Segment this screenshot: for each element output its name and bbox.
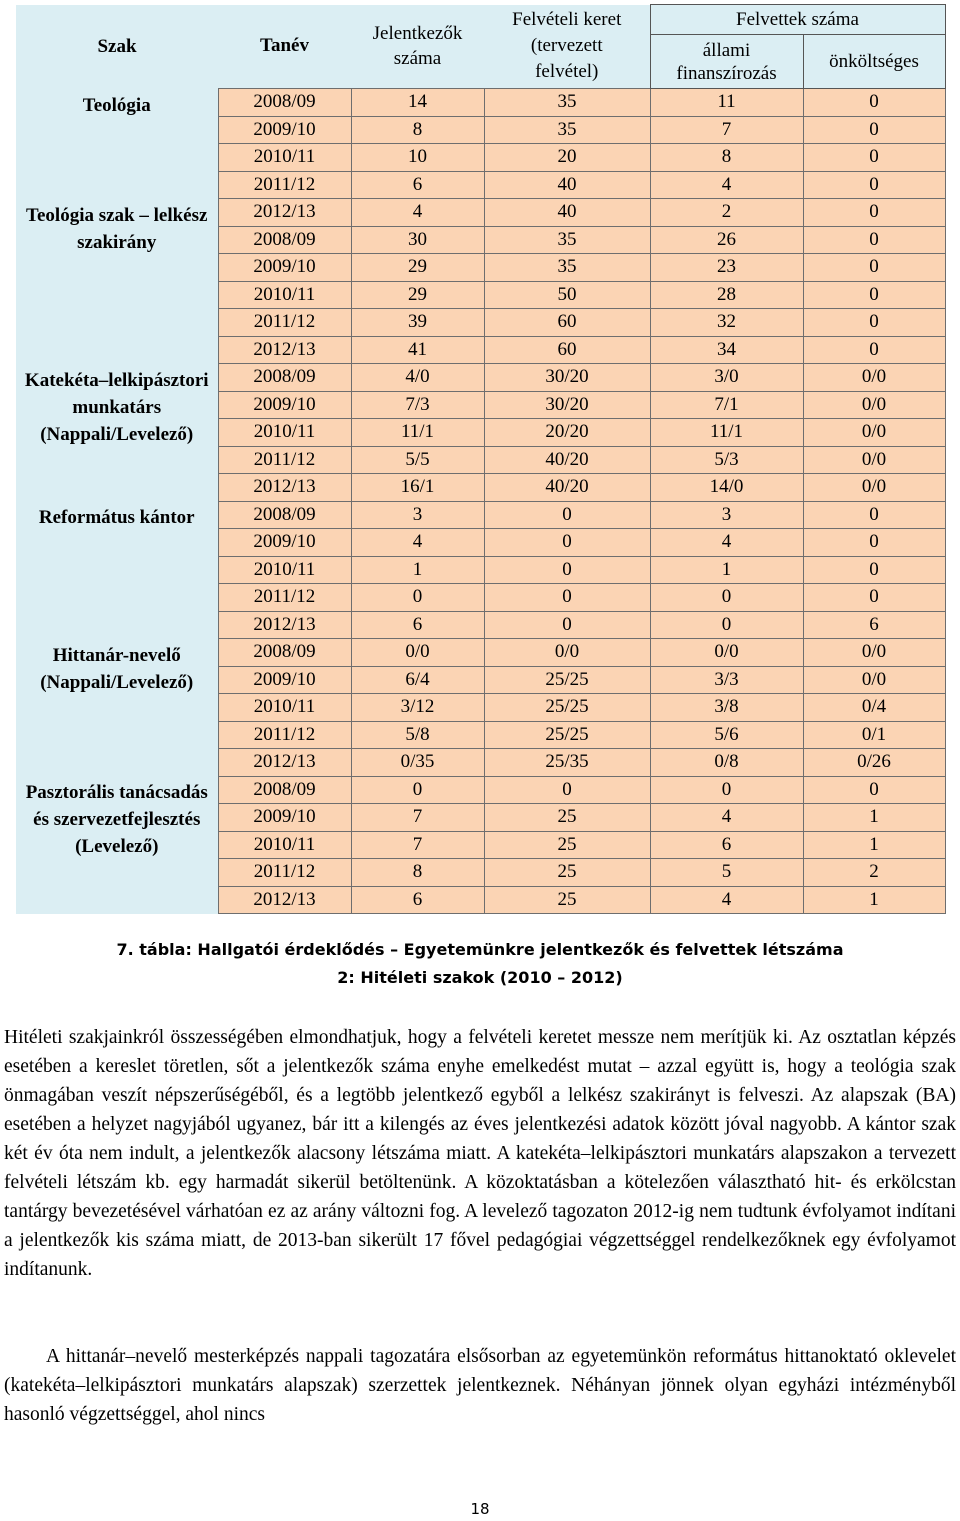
cell-onkoltseges: 0/0	[803, 391, 945, 419]
cell-onkoltseges: 0/0	[803, 419, 945, 447]
cell-onkoltseges: 1	[803, 831, 945, 859]
cell-onkoltseges: 0/0	[803, 639, 945, 667]
cell-tanev: 2011/12	[218, 171, 351, 199]
cell-jelentkezok: 0/35	[351, 749, 484, 777]
cell-keret: 35	[484, 254, 650, 282]
cell-keret: 0	[484, 584, 650, 612]
cell-keret: 25	[484, 804, 650, 832]
cell-jelentkezok: 6	[351, 171, 484, 199]
cell-jelentkezok: 7	[351, 831, 484, 859]
cell-keret: 0/0	[484, 639, 650, 667]
cell-onkoltseges: 0	[803, 501, 945, 529]
cell-onkoltseges: 1	[803, 886, 945, 914]
cell-onkoltseges: 0	[803, 584, 945, 612]
cell-jelentkezok: 3/12	[351, 694, 484, 722]
cell-tanev: 2011/12	[218, 584, 351, 612]
cell-tanev: 2008/09	[218, 226, 351, 254]
cell-jelentkezok: 29	[351, 281, 484, 309]
cell-tanev: 2008/09	[218, 776, 351, 804]
cell-jelentkezok: 39	[351, 309, 484, 337]
cell-jelentkezok: 0/0	[351, 639, 484, 667]
cell-onkoltseges: 0/26	[803, 749, 945, 777]
cell-jelentkezok: 1	[351, 556, 484, 584]
cell-allami: 28	[650, 281, 803, 309]
cell-keret: 0	[484, 529, 650, 557]
cell-onkoltseges: 0	[803, 144, 945, 172]
cell-jelentkezok: 6	[351, 886, 484, 914]
cell-jelentkezok: 41	[351, 336, 484, 364]
header-felvettek: Felvettek száma	[650, 5, 945, 35]
table-row	[16, 199, 945, 227]
cell-onkoltseges: 0	[803, 776, 945, 804]
cell-allami: 11	[650, 89, 803, 117]
cell-allami: 3/3	[650, 666, 803, 694]
cell-onkoltseges: 0	[803, 281, 945, 309]
cell-keret: 25/35	[484, 749, 650, 777]
cell-jelentkezok: 0	[351, 584, 484, 612]
cell-onkoltseges: 1	[803, 804, 945, 832]
cell-allami: 0	[650, 584, 803, 612]
cell-tanev: 2012/13	[218, 611, 351, 639]
cell-keret: 25	[484, 886, 650, 914]
cell-tanev: 2009/10	[218, 254, 351, 282]
cell-jelentkezok: 14	[351, 89, 484, 117]
cell-onkoltseges: 0	[803, 254, 945, 282]
cell-jelentkezok: 10	[351, 144, 484, 172]
cell-allami: 7	[650, 116, 803, 144]
cell-onkoltseges: 0/0	[803, 446, 945, 474]
cell-keret: 50	[484, 281, 650, 309]
cell-onkoltseges: 0	[803, 171, 945, 199]
cell-tanev: 2012/13	[218, 474, 351, 502]
cell-onkoltseges: 0	[803, 309, 945, 337]
cell-tanev: 2009/10	[218, 116, 351, 144]
cell-keret: 20	[484, 144, 650, 172]
table-row	[16, 89, 945, 117]
cell-onkoltseges: 0	[803, 199, 945, 227]
paragraph: A hittanár–nevelő mesterképzés nappali tagozatára elsősorban az egyetemünkön református hittanoktató oklevelet (katekéta–lelkipásztori munkatárs alapszak) szerzettek jelentkeznek. Néhányan jönnek olyan egyházi intézményből hasonló végzettséggel, ahol nincs	[4, 1346, 956, 1425]
cell-onkoltseges: 6	[803, 611, 945, 639]
cell-tanev: 2010/11	[218, 419, 351, 447]
header-onkoltseges: önköltséges	[803, 35, 945, 89]
cell-jelentkezok: 4/0	[351, 364, 484, 392]
cell-jelentkezok: 6/4	[351, 666, 484, 694]
cell-jelentkezok: 11/1	[351, 419, 484, 447]
cell-allami: 32	[650, 309, 803, 337]
cell-onkoltseges: 0	[803, 116, 945, 144]
cell-tanev: 2012/13	[218, 336, 351, 364]
cell-keret: 0	[484, 611, 650, 639]
cell-allami: 8	[650, 144, 803, 172]
cell-tanev: 2010/11	[218, 694, 351, 722]
cell-tanev: 2009/10	[218, 529, 351, 557]
paragraph: Hitéleti szakjainkról összességében elmondhatjuk, hogy a felvételi keretet messze nem merítjük ki. Az osztatlan képzés esetében a kereslet töretlen, sőt a jelentkezők száma enyhe emelkedést mutat – azzal együtt is, hogy a teológia szak önmagában veszít népszerűségéből, és a legtöbb jelentkező egyből a lelkész szakirányt is felveszi. Az alapszak (BA) esetében a helyzet nagyjából ugyanez, bár itt a kilengés az éves jelentkezési adatok között jóval nagyobb. A kántor szak két év óta nem indult, a jelentkezők alacsony létszáma miatt. A katekéta–lelkipásztori munkatárs alapszakon a tervezett felvételi létszám kb. egy harmadát sikerül betöltenünk. A közoktatásban a kötelezően választható hit- és erkölcstan tantárgy bevezetésével várhatóan ez az arány változni fog. A levelező tagozaton 2012-ig nem tudtunk évfolyamot indítani a jelentkezők kis száma miatt, de 2013-ban sikerült 17 fővel pedagógiai végzettséggel rendelkezőknek egy évfolyamot indítanunk.	[4, 1027, 956, 1280]
cell-jelentkezok: 16/1	[351, 474, 484, 502]
cell-keret: 25/25	[484, 666, 650, 694]
table-caption-line2: 2: Hitéleti szakok (2010 – 2012)	[337, 968, 623, 987]
cell-jelentkezok: 7	[351, 804, 484, 832]
cell-keret: 35	[484, 116, 650, 144]
header-tanev: Tanév	[218, 5, 351, 89]
cell-onkoltseges: 0/4	[803, 694, 945, 722]
cell-keret: 25/25	[484, 721, 650, 749]
cell-tanev: 2011/12	[218, 446, 351, 474]
cell-allami: 0	[650, 611, 803, 639]
cell-allami: 5/3	[650, 446, 803, 474]
cell-onkoltseges: 0	[803, 89, 945, 117]
cell-allami: 3/8	[650, 694, 803, 722]
cell-allami: 5/6	[650, 721, 803, 749]
cell-allami: 0/0	[650, 639, 803, 667]
cell-tanev: 2010/11	[218, 144, 351, 172]
cell-keret: 0	[484, 501, 650, 529]
cell-tanev: 2010/11	[218, 831, 351, 859]
cell-jelentkezok: 30	[351, 226, 484, 254]
cell-allami: 23	[650, 254, 803, 282]
cell-keret: 60	[484, 336, 650, 364]
cell-jelentkezok: 7/3	[351, 391, 484, 419]
cell-tanev: 2011/12	[218, 309, 351, 337]
cell-tanev: 2008/09	[218, 89, 351, 117]
cell-keret: 25	[484, 831, 650, 859]
cell-tanev: 2010/11	[218, 281, 351, 309]
cell-keret: 20/20	[484, 419, 650, 447]
cell-keret: 40	[484, 171, 650, 199]
table-row	[16, 776, 945, 804]
admissions-table	[16, 4, 946, 914]
cell-jelentkezok: 5/8	[351, 721, 484, 749]
cell-jelentkezok: 29	[351, 254, 484, 282]
cell-onkoltseges: 0/1	[803, 721, 945, 749]
cell-allami: 26	[650, 226, 803, 254]
cell-onkoltseges: 0	[803, 336, 945, 364]
cell-allami: 7/1	[650, 391, 803, 419]
cell-allami: 4	[650, 886, 803, 914]
cell-allami: 0	[650, 776, 803, 804]
cell-tanev: 2009/10	[218, 666, 351, 694]
program-label: Teológia	[16, 89, 218, 199]
cell-keret: 0	[484, 776, 650, 804]
cell-keret: 30/20	[484, 364, 650, 392]
header-szak: Szak	[16, 5, 218, 89]
cell-allami: 14/0	[650, 474, 803, 502]
cell-keret: 40	[484, 199, 650, 227]
cell-allami: 11/1	[650, 419, 803, 447]
cell-tanev: 2009/10	[218, 804, 351, 832]
cell-tanev: 2008/09	[218, 639, 351, 667]
header-allami: állami finanszírozás	[650, 35, 803, 89]
cell-tanev: 2008/09	[218, 364, 351, 392]
cell-tanev: 2010/11	[218, 556, 351, 584]
cell-allami: 1	[650, 556, 803, 584]
cell-allami: 34	[650, 336, 803, 364]
cell-keret: 25	[484, 859, 650, 887]
cell-tanev: 2012/13	[218, 749, 351, 777]
cell-allami: 6	[650, 831, 803, 859]
cell-jelentkezok: 0	[351, 776, 484, 804]
program-label: Református kántor	[16, 501, 218, 639]
program-label: Katekéta–lelkipásztori munkatárs (Nappali/Levelező)	[16, 364, 218, 502]
cell-onkoltseges: 2	[803, 859, 945, 887]
cell-keret: 60	[484, 309, 650, 337]
cell-keret: 35	[484, 89, 650, 117]
cell-keret: 0	[484, 556, 650, 584]
cell-jelentkezok: 4	[351, 199, 484, 227]
cell-keret: 40/20	[484, 474, 650, 502]
program-label: Hittanár-nevelő (Nappali/Levelező)	[16, 639, 218, 777]
cell-onkoltseges: 0/0	[803, 364, 945, 392]
cell-onkoltseges: 0	[803, 226, 945, 254]
cell-allami: 5	[650, 859, 803, 887]
table-row	[16, 364, 945, 392]
header-jelentkezok: Jelentkezők száma	[351, 5, 484, 89]
table-caption-line1: 7. tábla: Hallgatói érdeklődés – Egyetemünkre jelentkezők és felvettek létszáma	[116, 940, 844, 959]
cell-onkoltseges: 0/0	[803, 474, 945, 502]
cell-allami: 4	[650, 529, 803, 557]
header-felveteli-keret: Felvételi keret (tervezett felvétel)	[484, 5, 650, 89]
table-row	[16, 501, 945, 529]
cell-allami: 3	[650, 501, 803, 529]
cell-jelentkezok: 8	[351, 116, 484, 144]
cell-allami: 4	[650, 171, 803, 199]
program-label: Pasztorális tanácsadás és szervezetfejlesztés (Levelező)	[16, 776, 218, 914]
cell-tanev: 2008/09	[218, 501, 351, 529]
cell-jelentkezok: 4	[351, 529, 484, 557]
cell-allami: 0/8	[650, 749, 803, 777]
table-body	[16, 89, 945, 914]
cell-keret: 40/20	[484, 446, 650, 474]
cell-tanev: 2012/13	[218, 886, 351, 914]
cell-onkoltseges: 0	[803, 556, 945, 584]
cell-tanev: 2009/10	[218, 391, 351, 419]
cell-keret: 35	[484, 226, 650, 254]
cell-keret: 25/25	[484, 694, 650, 722]
cell-onkoltseges: 0	[803, 529, 945, 557]
page-number: 18	[470, 1500, 490, 1518]
program-label: Teológia szak – lelkész szakirány	[16, 199, 218, 364]
cell-onkoltseges: 0/0	[803, 666, 945, 694]
cell-tanev: 2012/13	[218, 199, 351, 227]
cell-jelentkezok: 5/5	[351, 446, 484, 474]
cell-keret: 30/20	[484, 391, 650, 419]
cell-jelentkezok: 3	[351, 501, 484, 529]
cell-allami: 3/0	[650, 364, 803, 392]
cell-tanev: 2011/12	[218, 859, 351, 887]
cell-jelentkezok: 6	[351, 611, 484, 639]
cell-allami: 4	[650, 804, 803, 832]
cell-allami: 2	[650, 199, 803, 227]
cell-jelentkezok: 8	[351, 859, 484, 887]
cell-tanev: 2011/12	[218, 721, 351, 749]
table-row	[16, 639, 945, 667]
